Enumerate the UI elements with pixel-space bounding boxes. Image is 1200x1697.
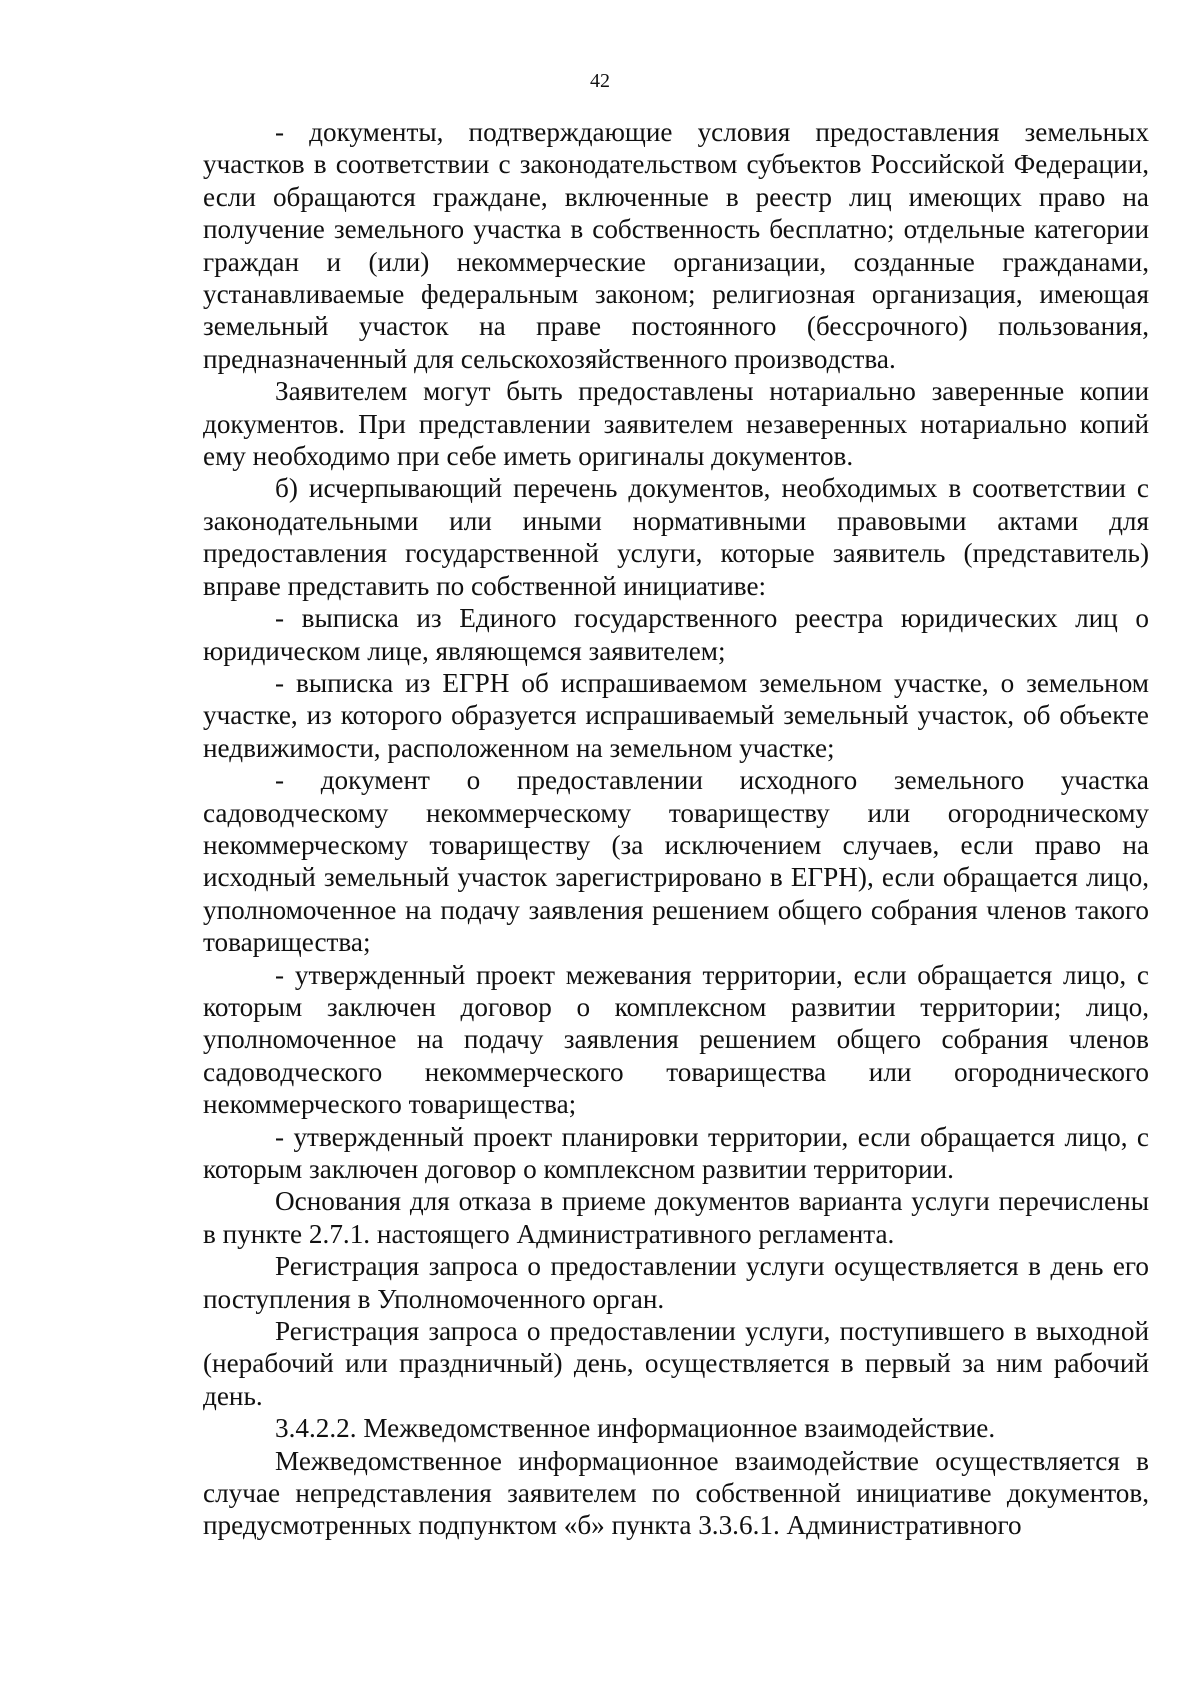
paragraph-egrn-extract: - выписка из ЕГРН об испрашиваемом земельном участке, о земельном участке, из которого образуется испрашиваемый земельный участок, об объекте недвижимости, расположенном на земельном участке;	[203, 667, 1149, 763]
document-body	[203, 116, 1149, 1542]
paragraph-egrul-extract: - выписка из Единого государственного реестра юридических лиц о юридическом лице, являющемся заявителем;	[203, 603, 1149, 666]
paragraph-documents-conditions: - документы, подтверждающие условия предоставления земельных участков в соответствии с законодательством субъектов Российской Федерации, если обращаются граждане, включенные в реестр лиц имеющих право на получение земельного участка в собственность бесплатно; отдельные категории граждан и (или) некоммерческие организации, созданные гражданами, устанавливаемые федеральным законом; религиозная организация, имеющая земельный участок на праве постоянного (бессрочного) пользования, предназначенный для сельскохозяйственного производства.	[203, 117, 1149, 374]
paragraph-request-registration: Регистрация запроса о предоставлении услуги осуществляется в день его поступления в Уполномоченного орган.	[203, 1251, 1149, 1314]
paragraph-land-plot-document: - документ о предоставлении исходного земельного участка садоводческому некоммерческому товариществу или огородническому некоммерческому товариществу (за исключением случаев, если право на исходный земельный участок зарегистрировано в ЕГРН), если обращается лицо, уполномоченное на подачу заявления решением общего собрания членов такого товарищества;	[203, 765, 1149, 958]
paragraph-interagency-interaction: Межведомственное информационное взаимодействие осуществляется в случае непредставления заявителем по собственной инициативе документов, предусмотренных подпунктом «б» пункта 3.3.6.1. Административного	[203, 1445, 1149, 1541]
paragraph-planning-project: - утвержденный проект планировки территории, если обращается лицо, с которым заключен договор о комплексном развитии территории.	[203, 1121, 1149, 1184]
paragraph-notarized-copies: Заявителем могут быть предоставлены нотариально заверенные копии документов. При представлении заявителем незаверенных нотариально копий ему необходимо при себе иметь оригиналы документов.	[203, 376, 1149, 472]
paragraph-exhaustive-list: б) исчерпывающий перечень документов, необходимых в соответствии с законодательными или иными нормативными правовыми актами для предоставления государственной услуги, которые заявитель (представитель) вправе представить по собственной инициативе:	[203, 473, 1149, 601]
section-heading-3-4-2-2: 3.4.2.2. Межведомственное информационное взаимодействие.	[275, 1413, 996, 1444]
paragraph-survey-project: - утвержденный проект межевания территории, если обращается лицо, с которым заключен договор о комплексном развитии территории; лицо, уполномоченное на подачу заявления решением общего собрания членов садоводческого некоммерческого товарищества или огороднического некоммерческого товарищества;	[203, 959, 1149, 1120]
paragraph-holiday-registration: Регистрация запроса о предоставлении услуги, поступившего в выходной (нерабочий или праздничный) день, осуществляется в первый за ним рабочий день.	[203, 1316, 1149, 1411]
page-number: 42	[590, 70, 610, 92]
paragraph-refusal-grounds: Основания для отказа в приеме документов варианта услуги перечислены в пункте 2.7.1. настоящего Административного регламента.	[203, 1186, 1149, 1249]
